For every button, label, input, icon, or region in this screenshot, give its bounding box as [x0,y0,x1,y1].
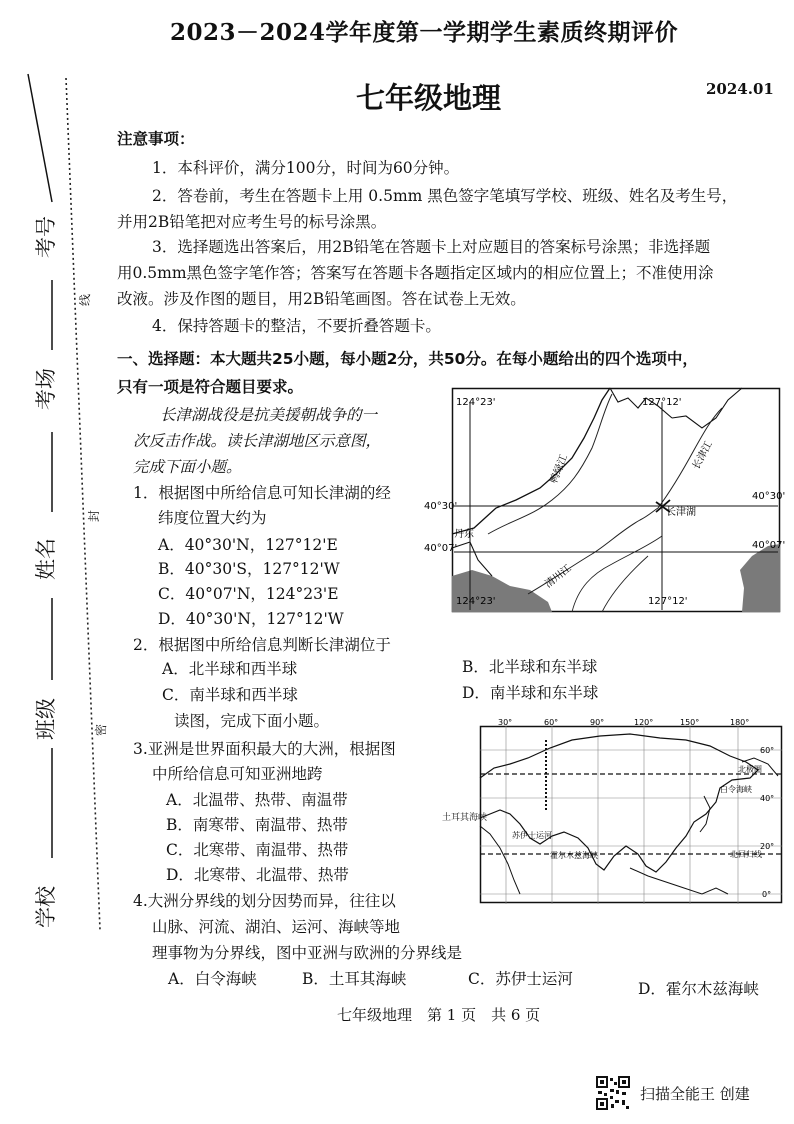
asia-map [480,718,782,904]
lon-90: 90° [590,718,605,727]
lon-180: 180° [730,718,750,727]
q4-option-b[interactable]: B．土耳其海峡 [302,970,407,988]
q4-stem-3: 理事物为分界线，图中亚洲与欧洲的分界线是 [152,944,463,962]
lon-30: 30° [498,718,513,727]
note-2b: 并用2B铅笔把对应考生号的标号涂黑。 [117,213,387,231]
bering-strait-label: 白令海峡 [720,785,752,794]
class-label: 班级 [34,698,58,740]
note-1: 1．本科评价，满分100分，时间为60分钟。 [152,159,460,177]
q3-option-c[interactable]: C．北寒带、南温带、热带 [166,841,349,859]
note-3c: 改液。涉及作图的题目，用2B铅笔画图。答在试卷上无效。 [117,290,526,308]
secret-mark: 密 [94,723,108,736]
q2-option-d[interactable]: D．南半球和东半球 [462,684,599,702]
name-label: 姓名 [34,538,58,580]
lon-60: 60° [544,718,559,727]
q1-option-b[interactable]: B．40°30'S，127°12'W [158,560,340,578]
q4-option-c[interactable]: C．苏伊士运河 [468,970,573,988]
map1-lon-right-top: 127°12' [642,397,682,408]
q2-option-a[interactable]: A．北半球和西半球 [162,660,298,678]
turkish-strait-label: 土耳其海峡 [442,813,488,823]
q2-option-b[interactable]: B．北半球和东半球 [462,658,598,676]
changjin-river-label: 长津江 [690,439,715,472]
q3-stem: 3.亚洲是世界面积最大的大洲，根据图 [133,740,396,758]
q4-stem: 4.大洲分界线的划分因势而异，往往以 [133,892,396,910]
lat-40: 40° [760,794,775,803]
scanner-watermark: 扫描全能王 创建 [640,1085,750,1103]
passage-2: 读图，完成下面小题。 [174,712,330,730]
qr-code-icon [596,1076,630,1110]
notes-heading: 注意事项： [117,130,195,148]
tropic-of-cancer-label: 北回归线 [730,850,762,859]
hormuz-strait-label: 霍尔木兹海峡 [550,851,598,860]
exam-subject: 七年级地理 [356,81,502,115]
map1-lon-left-top: 124°23' [456,397,496,408]
q4-stem-2: 山脉、河流、湖泊、运河、海峡等地 [152,918,401,936]
section-1-heading: 一、选择题：本大题共25小题，每小题2分，共50分。在每小题给出的四个选项中， [117,350,698,368]
passage-1-line-3: 完成下面小题。 [133,458,242,476]
map1-lon-right-bottom: 127°12' [648,596,688,607]
q4-option-a[interactable]: A．白令海峡 [168,970,257,988]
section-1-heading-2: 只有一项是符合题目要求。 [117,378,304,396]
school-label: 学校 [34,886,58,928]
map1-lon-left-bottom: 124°23' [456,596,496,607]
exam-number-label: 考号 [34,216,58,258]
cut-line-mark: 线 [78,293,92,306]
q1-stem-2: 纬度位置大约为 [158,509,267,527]
q1-option-d[interactable]: D．40°30'N，127°12'W [158,610,344,628]
q3-stem-2: 中所给信息可知亚洲地跨 [152,765,323,783]
lake-label: 长津湖 [666,507,696,518]
q3-option-b[interactable]: B．南寒带、南温带、热带 [166,816,348,834]
passage-1-line-2: 次反击作战。读长津湖地区示意图， [133,432,382,450]
passage-1-line-1: 长津湖战役是抗美援朝战争的一 [160,406,378,424]
qingchuan-river-label: 清川江 [543,563,574,591]
q1-stem: 1．根据图中所给信息可知长津湖的经 [133,484,391,502]
dandong-label: 丹东 [454,529,474,540]
q3-option-d[interactable]: D．北寒带、北温带、热带 [166,866,349,884]
map1-lat-lower-right: 40°07' [752,540,786,551]
note-2a: 2．答卷前，考生在答题卡上用 0.5mm 黑色签字笔填写学校、班级、姓名及考生号， [152,187,738,205]
exam-date: 2024.01 [706,80,774,98]
exam-room-label: 考场 [34,368,58,410]
q2-stem: 2．根据图中所给信息判断长津湖位于 [133,636,391,654]
lon-150: 150° [680,718,700,727]
lat-60: 60° [760,746,775,755]
exam-title: 2023－2024学年度第一学期学生素质终期评价 [170,19,679,46]
q2-option-c[interactable]: C．南半球和西半球 [162,686,298,704]
q4-option-d[interactable]: D．霍尔木兹海峡 [638,980,759,998]
note-4: 4．保持答题卡的整洁，不要折叠答题卡。 [152,317,441,335]
map1-lat-upper-left: 40°30' [424,501,458,512]
arctic-circle-label: 北极圈 [738,765,762,774]
note-3a: 3．选择题选出答案后，用2B铅笔在答题卡上对应题目的答案标号涂黑；非选择题 [152,238,711,256]
seal-mark: 封 [87,509,101,522]
lon-120: 120° [634,718,654,727]
map1-lat-upper-right: 40°30' [752,491,786,502]
page-footer: 七年级地理 第 1 页 共 6 页 [337,1006,541,1024]
yalu-river-label: 鸭绿江 [548,453,571,486]
lat-0: 0° [762,890,772,899]
q1-option-c[interactable]: C．40°07'N，124°23'E [158,585,339,603]
binding-margin-lines [0,0,120,960]
changjin-lake-map [424,388,786,612]
lat-20: 20° [760,842,775,851]
note-3b: 用0.5mm黑色签字笔作答；答案写在答题卡各题指定区域内的相应位置上；不准使用涂 [117,264,714,282]
map1-lat-lower-left: 40°07' [424,543,458,554]
q3-option-a[interactable]: A．北温带、热带、南温带 [166,791,348,809]
q1-option-a[interactable]: A．40°30'N，127°12'E [158,536,338,554]
suez-canal-label: 苏伊士运河 [512,831,552,840]
